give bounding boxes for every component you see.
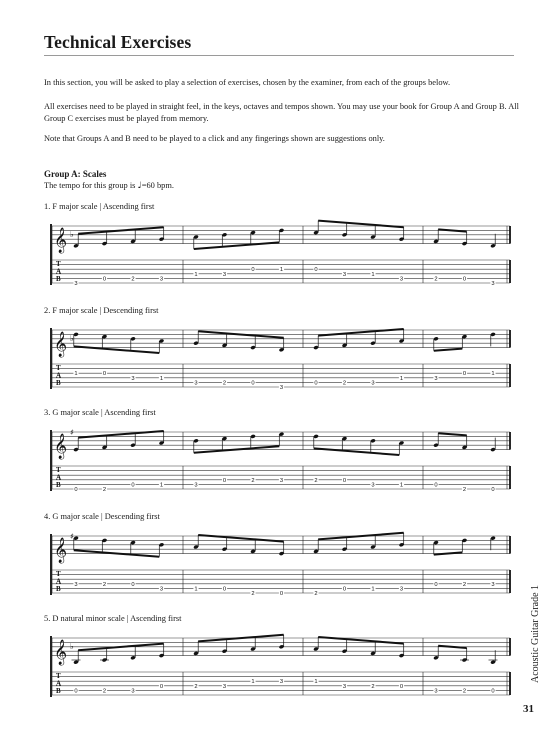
flat-key-signature-icon: ♭ [70,333,74,343]
tab-clef-letter: A [56,679,62,688]
tab-fret-number: 0 [131,482,135,489]
tab-fret-number: 3 [194,380,198,387]
group-heading: Group A: Scales [44,169,107,179]
exercise-1-label: 1. F major scale | Ascending first [44,202,155,211]
treble-clef-icon: 𝄞 [54,228,68,254]
tab-fret-number: 1 [314,679,318,686]
tab-fret-number: 1 [371,586,375,593]
exercise-4-notation [44,528,516,614]
tab-fret-number: 2 [462,688,467,695]
tab-clef-letter: B [56,585,61,593]
tab-fret-number: 0 [491,688,495,695]
note-beam [434,349,463,351]
book-title-side-label: Acoustic Guitar Grade 1 [530,584,541,683]
tab-fret-number: 0 [314,267,318,274]
tab-clef-letter: T [56,364,61,372]
exercise-5-label: 5. D natural minor scale | Ascending first [44,614,182,623]
tab-fret-number: 1 [194,271,198,278]
tempo-instruction [44,181,174,191]
tab-fret-number: 0 [251,267,255,274]
tab-fret-number: 0 [102,276,107,283]
title-divider [44,55,514,56]
note-beam [434,552,463,554]
exercise-1-notation [44,218,516,304]
tempo-suffix: =60 bpm. [141,181,174,190]
note-beam [438,646,467,648]
exercise-4-label: 4. G major scale | Descending first [44,512,160,521]
tab-clef-letter: A [56,267,62,276]
tab-fret-number: 0 [462,371,467,378]
tab-fret-number: 3 [371,380,375,387]
tab-fret-number: 3 [399,276,404,283]
tab-fret-number: 1 [251,679,255,686]
tab-fret-number: 3 [279,679,284,686]
flat-key-signature-icon: ♭ [70,229,74,239]
exercise-3-label: 3. G major scale | Ascending first [44,408,156,417]
tab-fret-number: 0 [434,482,438,489]
note-beam [438,433,467,435]
tab-fret-number: 1 [74,371,78,378]
tab-fret-number: 0 [279,591,284,597]
tab-fret-number: 3 [279,385,284,391]
tab-clef-letter: B [56,481,61,489]
tab-fret-number: 2 [314,591,318,597]
tab-fret-number: 2 [314,477,318,484]
tab-fret-number: 1 [371,271,375,278]
tab-fret-number: 2 [102,487,107,493]
tab-fret-number: 1 [279,267,284,274]
tab-fret-number: 3 [159,276,164,283]
intro-paragraph-2: All exercises need to be played in straight feel, in the keys, octaves and tempos shown. You may use your book for Group A and Group B. All Group C exercises must be played from memory. [44,102,519,123]
tab-clef-letter: B [56,275,61,283]
tab-fret-number: 3 [74,581,78,588]
tab-fret-number: 2 [102,688,107,695]
tab-fret-number: 0 [102,371,107,378]
tab-fret-number: 0 [74,487,78,493]
treble-clef-icon: 𝄞 [54,332,68,358]
treble-clef-icon: 𝄞 [54,538,68,564]
page-title: Technical Exercises [44,32,192,52]
tab-fret-number: 2 [222,380,227,387]
tab-fret-number: 3 [74,281,78,287]
page-number: 31 [523,703,534,715]
tab-fret-number: 2 [371,683,375,690]
tab-fret-number: 3 [434,375,438,382]
tab-fret-number: 3 [399,586,404,593]
tab-fret-number: 0 [222,477,227,484]
tab-fret-number: 1 [399,375,404,382]
tab-fret-number: 3 [434,688,438,695]
tab-fret-number: 2 [462,581,467,588]
tab-fret-number: 2 [102,581,107,588]
tab-fret-number: 0 [434,581,438,588]
tab-fret-number: 0 [159,683,164,690]
tab-fret-number: 2 [251,591,255,597]
tab-clef-letter: B [56,687,61,695]
tab-fret-number: 3 [222,683,227,690]
flat-key-signature-icon: ♭ [70,641,74,651]
tab-fret-number: 3 [159,586,164,593]
exercise-5-notation [44,630,516,716]
tab-fret-number: 0 [314,380,318,387]
exercise-2-notation [44,322,516,408]
tab-clef-letter: T [56,466,61,474]
tab-fret-number: 1 [194,586,198,593]
tab-fret-number: 3 [131,688,135,695]
tab-fret-number: 0 [462,276,467,283]
tab-fret-number: 2 [131,276,135,283]
tab-fret-number: 3 [131,375,135,382]
tab-fret-number: 0 [342,586,347,593]
tab-clef-letter: T [56,672,61,680]
tab-fret-number: 2 [462,487,467,493]
treble-clef-icon: 𝄞 [54,434,68,460]
tab-clef-letter: A [56,473,62,482]
tab-fret-number: 0 [491,487,495,493]
tab-clef-letter: B [56,379,61,387]
tab-fret-number: 3 [491,581,495,588]
tab-fret-number: 0 [399,683,404,690]
tab-fret-number: 0 [342,477,347,484]
exercise-3-notation [44,424,516,510]
tempo-prefix: The tempo for this group is [44,181,136,190]
tab-fret-number: 2 [194,683,198,690]
tab-fret-number: 3 [222,271,227,278]
sharp-key-signature-icon: ♯ [70,532,74,541]
tab-fret-number: 3 [194,482,198,489]
tab-fret-number: 0 [74,688,78,695]
tab-fret-number: 3 [371,482,375,489]
tab-fret-number: 2 [251,477,255,484]
tab-clef-letter: T [56,260,61,268]
tab-fret-number: 2 [342,380,347,387]
tab-clef-letter: A [56,371,62,380]
tab-fret-number: 0 [251,380,255,387]
sharp-key-signature-icon: ♯ [70,428,74,437]
intro-paragraph-1: In this section, you will be asked to play a selection of exercises, chosen by the examiner, from each of the groups below. [44,78,451,87]
tab-fret-number: 3 [279,477,284,484]
tab-fret-number: 0 [222,586,227,593]
tab-clef-letter: T [56,570,61,578]
tab-fret-number: 1 [399,482,404,489]
tab-fret-number: 0 [131,581,135,588]
treble-clef-icon: 𝄞 [54,640,68,666]
note-beam [438,229,467,231]
intro-paragraph-3: Note that Groups A and B need to be played to a click and any fingerings shown are suggestions only. [44,134,385,143]
tab-fret-number: 1 [491,371,495,378]
tab-fret-number: 3 [491,281,495,287]
exercise-2-label: 2. F major scale | Descending first [44,306,159,315]
tab-fret-number: 2 [434,276,438,283]
tab-fret-number: 3 [342,683,347,690]
tab-fret-number: 1 [159,482,164,489]
tab-fret-number: 1 [159,375,164,382]
crotchet-icon: ♩ [137,181,142,191]
tab-fret-number: 3 [342,271,347,278]
tab-clef-letter: A [56,577,62,586]
